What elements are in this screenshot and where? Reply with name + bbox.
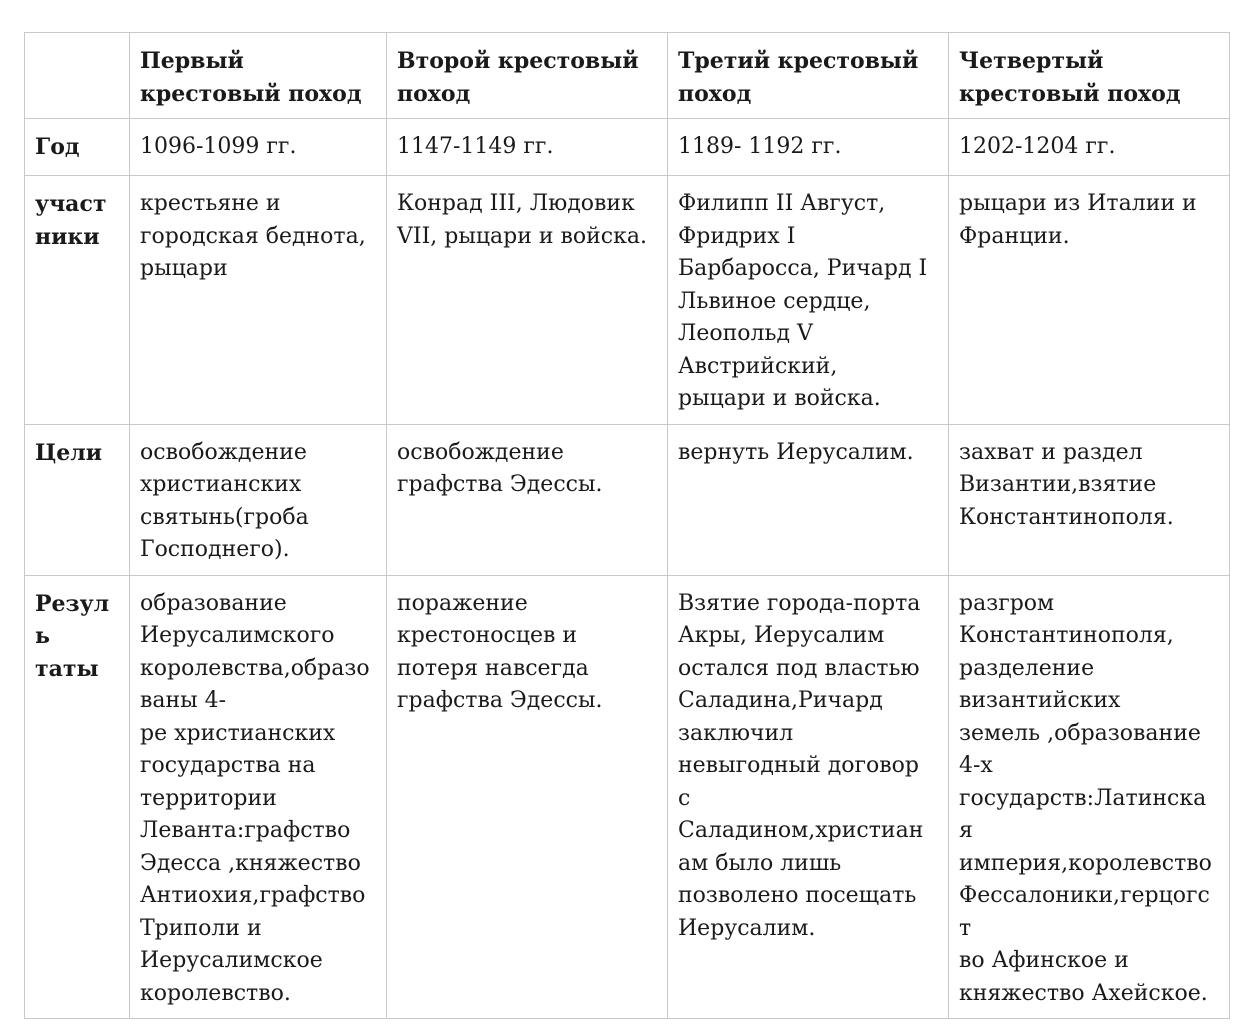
cell-text: Филипп II Август, Фридрих I Барбаросса, Ричард I Львиное сердце, Леопольд V Австрийский, рыцари и войска. (678, 191, 928, 411)
table-cell (130, 424, 387, 575)
cell-text: захват и раздел Византии,взятие Константинополя. (959, 439, 1174, 530)
cell-text: рыцари из Италии и Франции. (959, 191, 1197, 249)
table-row-year (25, 119, 1230, 176)
header-text-first-crusade: Первый крестовый поход (140, 48, 362, 107)
row-label-participants (25, 176, 130, 425)
header-cell-first-crusade (130, 33, 387, 119)
table-cell (949, 575, 1230, 1019)
header-text-fourth-crusade: Четвертый крестовый поход (959, 48, 1181, 107)
cell-text: 1189- 1192 гг. (678, 134, 842, 159)
cell-text: поражение крестоносцев и потеря навсегда графства Эдессы. (397, 590, 603, 713)
row-label-text: Год (35, 134, 80, 160)
header-text-third-crusade: Третий крестовый поход (678, 48, 919, 107)
table-cell (130, 176, 387, 425)
row-label-results (25, 575, 130, 1019)
table-cell (949, 424, 1230, 575)
table-cell (668, 575, 949, 1019)
table-row-goals (25, 424, 1230, 575)
cell-text: крестьяне и городская беднота, рыцари (140, 191, 366, 281)
cell-text: Конрад III, Людовик VII, рыцари и войска. (397, 191, 647, 249)
table-cell (130, 119, 387, 176)
table-row-participants (25, 176, 1230, 425)
table-cell (668, 119, 949, 176)
row-label-text: участ ники (35, 191, 107, 250)
cell-text: освобождение христианских святынь(гроба Господнего). (140, 439, 309, 562)
cell-text: 1202-1204 гг. (959, 134, 1116, 159)
table-cell (668, 424, 949, 575)
header-cell-second-crusade (387, 33, 668, 119)
table-cell (387, 424, 668, 575)
cell-text: 1147-1149 гг. (397, 134, 554, 159)
row-label-year (25, 119, 130, 176)
cell-text: вернуть Иерусалим. (678, 439, 914, 465)
header-text-second-crusade: Второй крестовый поход (397, 48, 639, 107)
row-label-goals (25, 424, 130, 575)
cell-text: освобождение графства Эдессы. (397, 439, 603, 497)
row-label-text: Резуль таты (35, 590, 110, 682)
header-row (25, 33, 1230, 119)
header-cell-fourth-crusade (949, 33, 1230, 119)
table-cell (949, 176, 1230, 425)
table-cell (130, 575, 387, 1019)
table-cell (668, 176, 949, 425)
cell-text: разгром Константинополя, разделение византийских земель ,образование 4-х государств:Латинская империя,королевство Фессалоники,герцогст во Афинское и княжество Ахейское. (959, 590, 1212, 1006)
table-cell (949, 119, 1230, 176)
cell-text: 1096-1099 гг. (140, 134, 297, 159)
table-cell (387, 176, 668, 425)
table-row-results (25, 575, 1230, 1019)
header-cell-third-crusade (668, 33, 949, 119)
cell-text: образование Иерусалимского королевства,образо ваны 4- ре христианских государства на территории Леванта:графство Эдесса ,княжество Антиохия,графство Триполи и Иерусалимское королевство. (140, 590, 370, 1006)
table-cell (387, 119, 668, 176)
table-cell (387, 575, 668, 1019)
crusades-table (24, 32, 1230, 1019)
header-cell-empty (25, 33, 130, 119)
row-label-text: Цели (35, 439, 103, 466)
cell-text: Взятие города-порта Акры, Иерусалим остался под властью Саладина,Ричард заключил невыгодный договор с Саладином,христиан ам было лишь позволено посещать Иерусалим. (678, 590, 924, 941)
